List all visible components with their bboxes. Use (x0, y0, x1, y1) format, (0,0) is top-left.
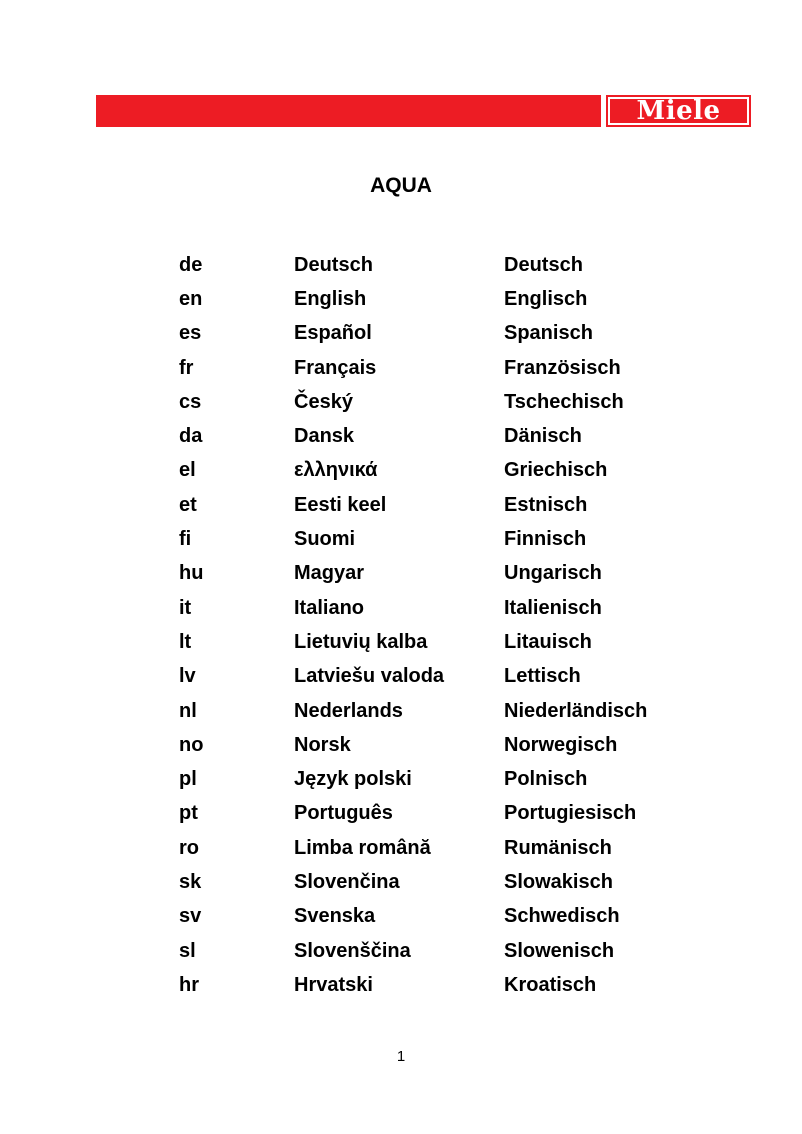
language-code: it (179, 596, 192, 619)
language-code: sv (179, 905, 202, 928)
language-native-name: Latviešu valoda (294, 665, 445, 688)
language-native-name: Português (294, 802, 393, 825)
language-german-name: Dänisch (504, 425, 582, 448)
language-german-name: Niederländisch (504, 699, 648, 722)
language-german-name: Französisch (504, 356, 621, 379)
language-row (179, 660, 699, 694)
language-german-name: Ungarisch (504, 562, 602, 585)
language-code: lv (179, 665, 196, 688)
language-native-name: Lietuvių kalba (294, 630, 428, 653)
language-row (179, 317, 699, 351)
language-code: es (179, 322, 202, 345)
language-german-name: Schwedisch (504, 905, 620, 928)
brand-logo-frame (608, 97, 749, 125)
language-german-name: Spanisch (504, 322, 593, 345)
language-code: cs (179, 390, 202, 413)
language-german-name: Slowakisch (504, 870, 613, 893)
language-row (179, 797, 699, 831)
language-german-name: Litauisch (504, 630, 592, 653)
language-native-name: Dansk (294, 425, 355, 448)
language-code: pl (179, 768, 197, 791)
language-native-name: Suomi (294, 528, 356, 551)
language-german-name: Portugiesisch (504, 802, 637, 825)
language-native-name: English (294, 287, 367, 310)
language-code: en (179, 287, 203, 310)
language-code: de (179, 253, 203, 276)
language-native-name: ελληνικά (294, 459, 378, 482)
language-native-name: Český (294, 390, 353, 413)
language-native-name: Español (294, 322, 372, 345)
language-native-name: Deutsch (294, 253, 373, 276)
language-code: da (179, 425, 203, 448)
language-native-name: Français (294, 356, 377, 379)
language-row (179, 522, 699, 556)
language-german-name: Tschechisch (504, 390, 624, 413)
language-row (179, 454, 699, 488)
language-row (179, 385, 699, 419)
language-code: sl (179, 939, 196, 962)
language-native-name: Limba română (294, 836, 431, 859)
brand-logo (606, 95, 751, 127)
language-row (179, 934, 699, 968)
language-german-name: Englisch (504, 287, 588, 310)
language-table (179, 248, 699, 1003)
header-red-bar (96, 95, 601, 127)
language-german-name: Italienisch (504, 596, 602, 619)
language-code: fi (179, 528, 192, 551)
language-row (179, 248, 699, 282)
language-code: ro (179, 836, 199, 859)
language-code: sk (179, 870, 202, 893)
language-german-name: Rumänisch (504, 836, 612, 859)
language-code: el (179, 459, 196, 482)
language-german-name: Finnisch (504, 528, 587, 551)
language-native-name: Slovenščina (294, 939, 411, 962)
language-native-name: Język polski (294, 768, 412, 791)
language-code: et (179, 493, 197, 516)
language-row (179, 282, 699, 316)
language-native-name: Hrvatski (294, 973, 373, 996)
language-row (179, 762, 699, 796)
language-german-name: Estnisch (504, 493, 588, 516)
language-german-name: Norwegisch (504, 733, 618, 756)
language-native-name: Slovenčina (294, 870, 400, 893)
language-row (179, 488, 699, 522)
language-row (179, 865, 699, 899)
language-native-name: Magyar (294, 562, 365, 585)
language-code: lt (179, 630, 192, 653)
language-native-name: Italiano (294, 596, 365, 619)
language-native-name: Nederlands (294, 699, 403, 722)
language-german-name: Griechisch (504, 459, 608, 482)
language-row (179, 900, 699, 934)
language-row (179, 591, 699, 625)
language-code: no (179, 733, 204, 756)
document-title: AQUA (370, 174, 432, 197)
brand-logo-text: Miele (636, 96, 721, 126)
language-code: hr (179, 973, 199, 996)
language-german-name: Kroatisch (504, 973, 597, 996)
language-german-name: Lettisch (504, 665, 581, 688)
language-row (179, 625, 699, 659)
language-row (179, 351, 699, 385)
language-german-name: Slowenisch (504, 939, 615, 962)
language-row (179, 694, 699, 728)
language-code: fr (179, 356, 194, 379)
language-row (179, 968, 699, 1002)
page-number: 1 (396, 1048, 406, 1065)
language-native-name: Svenska (294, 905, 376, 928)
language-native-name: Norsk (294, 733, 351, 756)
language-row (179, 419, 699, 453)
language-native-name: Eesti keel (294, 493, 387, 516)
language-row (179, 728, 699, 762)
language-row (179, 557, 699, 591)
language-code: nl (179, 699, 197, 722)
language-code: pt (179, 802, 198, 825)
language-code: hu (179, 562, 204, 585)
language-german-name: Polnisch (504, 768, 588, 791)
language-german-name: Deutsch (504, 253, 583, 276)
language-row (179, 831, 699, 865)
